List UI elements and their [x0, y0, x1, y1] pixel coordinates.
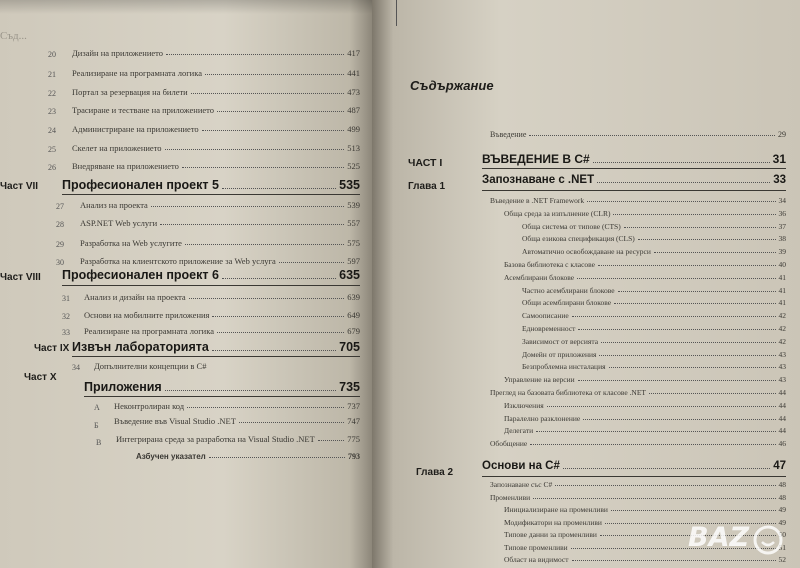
- toc-entry: Изключения 44: [504, 400, 786, 410]
- part-label: ЧАСТ I: [408, 157, 443, 169]
- toc-entry: Внедряване на приложението 525: [72, 161, 360, 171]
- toc-entry: Самоописание 42: [522, 311, 786, 321]
- part-label: Част VII: [0, 181, 39, 192]
- toc-part-heading: Извън лабораторията 705: [72, 340, 360, 354]
- entry-num: 27: [56, 202, 64, 211]
- toc-entry: Обща езикова спецификация (CLS) 38: [522, 234, 786, 244]
- chapter-rule: [482, 476, 786, 477]
- part-rule: [62, 285, 360, 286]
- entry-num: 22: [48, 89, 56, 98]
- part-label: Част IX: [34, 343, 70, 354]
- toc-entry: Обща система от типове (CTS) 37: [522, 221, 786, 231]
- entry-num: 20: [48, 50, 56, 59]
- bazar-logo-mark: [688, 520, 792, 560]
- entry-num: 23: [48, 107, 56, 116]
- part-label: Част VIII: [0, 272, 41, 283]
- toc-entry: Трасиране и тестване на приложението 487: [72, 105, 360, 115]
- toc-part-heading: Професионален проект 6 635: [62, 268, 360, 282]
- logo-text: BAZ: [688, 522, 750, 553]
- entry-num: 30: [56, 258, 64, 267]
- toc-part-heading: ВЪВЕДЕНИЕ В C# 31: [482, 152, 786, 166]
- entry-num: 21: [48, 70, 56, 79]
- toc-entry: Автоматично освобождаване на ресурси 39: [522, 247, 786, 257]
- part-rule: [72, 356, 360, 357]
- toc-entry: Базова библиотека с класове 40: [504, 260, 786, 269]
- toc-entry: Анализ на проекта 539: [80, 200, 360, 210]
- toc-entry: Променливи 48: [490, 492, 786, 502]
- toc-entry: Паралелно разклонение 44: [504, 413, 786, 423]
- toc-entry-index: Азбучен указател 793: [136, 452, 360, 461]
- toc-entry: Въведение във Visual Studio .NET 747: [114, 416, 360, 426]
- toc-entry: Разработка на Web услугите 575: [80, 238, 360, 248]
- right-page: [372, 0, 800, 568]
- toc-entry: Скелет на приложението 513: [72, 143, 360, 153]
- toc-entry: Основи на мобилните приложения 649: [84, 310, 360, 320]
- entry-num: Б: [94, 421, 99, 430]
- toc-entry: Администриране на приложението 499: [72, 124, 360, 134]
- toc-entry: Въведение в .NET Framework 34: [490, 196, 786, 205]
- toc-entry: Домейн от приложения 43: [522, 349, 786, 359]
- entry-num: 25: [48, 145, 56, 154]
- page-title: Съдържание: [410, 78, 494, 93]
- toc-entry: Обобщение 46: [490, 439, 786, 449]
- entry-num: 32: [62, 312, 70, 321]
- bazar-logo: [688, 520, 792, 560]
- toc-entry: Делегати 44: [504, 426, 786, 436]
- toc-entry: Зависимост от версията 42: [522, 336, 786, 346]
- toc-entry-intro: Въведение 29: [490, 130, 786, 139]
- toc-entry: Частно асемблирани блокове 41: [522, 285, 786, 295]
- left-page: [0, 0, 372, 568]
- part-rule: [84, 396, 360, 397]
- chapter-label: Глава 1: [408, 181, 446, 192]
- toc-part-heading: Приложения 735: [84, 380, 360, 394]
- page-top-shadow: [0, 0, 372, 14]
- chapter-label: Глава 2: [416, 467, 454, 478]
- toc-chapter-heading: Запознаване с .NET 33: [482, 174, 786, 186]
- toc-entry: Модификатори на променливи 49: [504, 517, 786, 527]
- entry-num: 26: [48, 163, 56, 172]
- toc-entry: Едновременност 42: [522, 324, 786, 333]
- entry-num: 31: [62, 294, 70, 303]
- toc-entry: Преглед на базовата библиотека от класове .NET 44: [490, 388, 786, 397]
- toc-entry: Интегрирана среда за разработка на Visual Studio .NET 775: [116, 434, 360, 444]
- toc-part-heading: Професионален проект 5 535: [62, 178, 360, 192]
- left-corner-text: Съд...: [0, 30, 27, 42]
- entry-num: 24: [48, 126, 56, 135]
- toc-entry: Запознаване със C# 48: [490, 480, 786, 489]
- toc-entry: Реализиране на програмната логика 441: [72, 68, 360, 78]
- toc-entry: Реализиране на програмната логика 679: [84, 326, 360, 336]
- toc-entry: Общи асемблирани блокове 41: [522, 298, 786, 308]
- toc-entry: Инициализиране на променливи 49: [504, 505, 786, 514]
- entry-num: 28: [56, 220, 64, 229]
- gutter-line: [396, 0, 397, 26]
- chapter-rule: [482, 190, 786, 191]
- part-label: Част X: [24, 372, 57, 383]
- toc-entry: Допълнителни концепции в C#: [94, 361, 207, 371]
- toc-entry: Област на видимост 52: [504, 555, 786, 564]
- part-rule: [62, 194, 360, 195]
- toc-entry: Дизайн на приложението 417: [72, 48, 360, 58]
- toc-entry: Портал за резервация на билети 473: [72, 87, 360, 97]
- entry-num: 29: [56, 240, 64, 249]
- toc-entry: Типове данни за променливи 50: [504, 530, 786, 539]
- toc-entry: Безпроблемна инсталация 43: [522, 362, 786, 372]
- entry-num: 34: [72, 363, 80, 372]
- toc-entry: Типове променливи 51: [504, 542, 786, 552]
- toc-entry: Управление на версии 43: [504, 375, 786, 385]
- part-rule: [482, 168, 786, 169]
- entry-num: В: [96, 438, 102, 447]
- toc-chapter-heading: Основи на C# 47: [482, 460, 786, 472]
- toc-entry: Неконтролиран код 737: [114, 401, 360, 411]
- entry-num: 33: [62, 328, 70, 337]
- toc-entry: Обща среда за изпълнение (CLR) 36: [504, 208, 786, 218]
- toc-entry: Разработка на клиентското приложение за Web услуга 597: [80, 256, 360, 266]
- toc-entry: Асемблирани блокове 41: [504, 272, 786, 282]
- toc-entry: ASP.NET Web услуги 557: [80, 218, 360, 228]
- entry-num: A: [94, 403, 100, 412]
- toc-entry: Анализ и дизайн на проекта 639: [84, 292, 360, 302]
